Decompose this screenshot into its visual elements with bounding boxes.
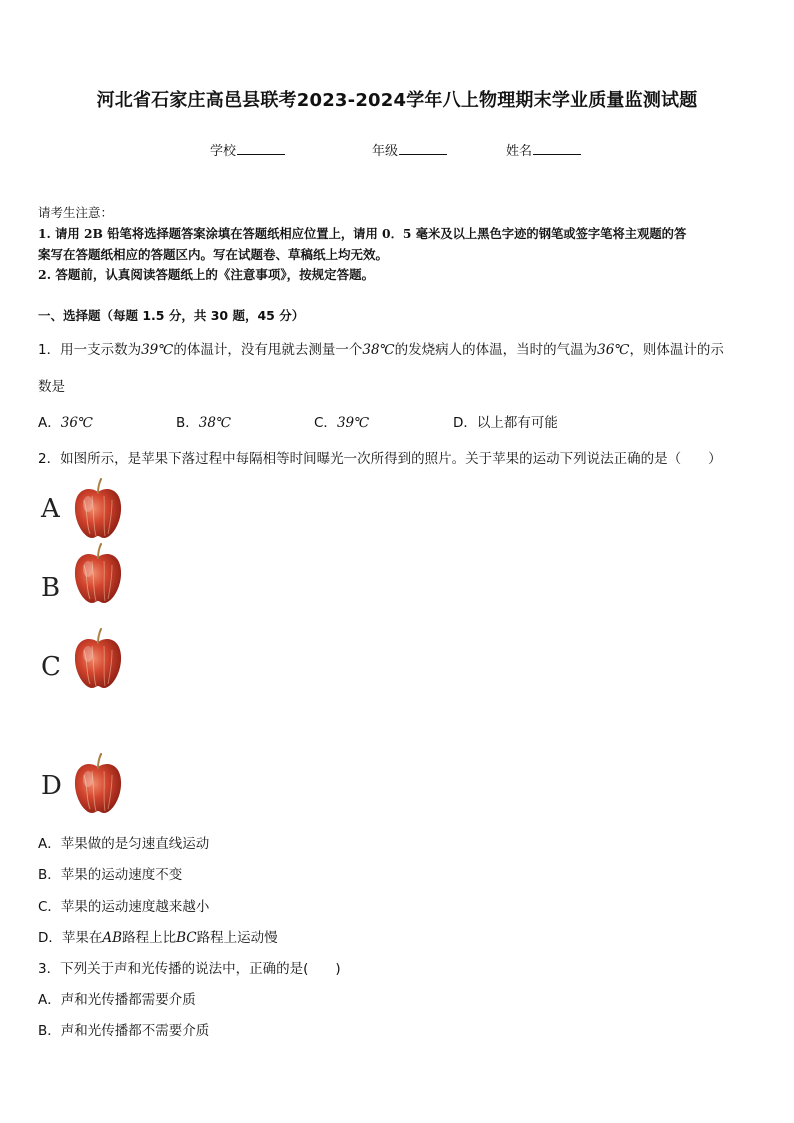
question-2-stem: 2．如图所示，是苹果下落过程中每隔相等时间曝光一次所得到的照片。关于苹果的运动下列说法正确的是（ ） [38, 451, 722, 467]
q2-option-b[interactable]: B．苹果的运动速度不变 [38, 867, 183, 883]
apple-image-a [72, 478, 124, 540]
apple-image-d [72, 753, 124, 815]
figure-label-c: C [41, 652, 61, 682]
segment-ab: AB [102, 930, 123, 946]
q1-option-c[interactable] [314, 411, 369, 431]
school-field[interactable] [210, 140, 285, 159]
question-3-stem: 3．下列关于声和光传播的说法中，正确的是( ) [38, 961, 341, 977]
grade-blank[interactable] [399, 140, 447, 155]
notice-line-2: 2. 答题前，认真阅读答题纸上的《注意事项》，按规定答题。 [38, 267, 375, 282]
section-heading: 一、选择题（每题 1.5 分，共 30 题，45 分） [38, 308, 305, 323]
grade-field[interactable] [372, 140, 447, 159]
apple-image-b [72, 543, 124, 605]
apple-image-c [72, 628, 124, 690]
q2-option-c[interactable]: C．苹果的运动速度越来越小 [38, 899, 210, 915]
q1-part-3: 的发烧病人的体温，当时的气温为 [394, 342, 598, 358]
q1-value-2: 38℃ [362, 342, 395, 358]
q1-part-1: 1．用一支示数为 [38, 342, 142, 358]
figure-label-d: D [41, 771, 62, 801]
q1-option-d[interactable] [453, 411, 558, 431]
option-label: B． [176, 415, 199, 431]
question-1-stem [38, 338, 760, 358]
segment-bc: BC [176, 930, 197, 946]
q1-option-b[interactable] [176, 411, 231, 431]
notice-heading: 请考生注意： [38, 205, 114, 220]
option-text-2: 路程上比 [122, 930, 177, 946]
notice-line-1b: 案写在答题纸相应的答题区内。写在试题卷、草稿纸上均无效。 [38, 247, 389, 262]
option-value: 38℃ [198, 415, 232, 431]
option-text-3: 路程上运动慢 [196, 930, 278, 946]
q1-value-3: 36℃ [597, 342, 630, 358]
option-value: 以上都有可能 [476, 415, 558, 431]
figure-label-b: B [41, 573, 61, 603]
q2-option-a[interactable]: A．苹果做的是匀速直线运动 [38, 836, 210, 852]
q1-option-a[interactable] [38, 411, 93, 431]
q1-part-2: 的体温计，没有甩就去测量一个 [173, 342, 363, 358]
name-blank[interactable] [533, 140, 581, 155]
option-value: 36℃ [60, 415, 94, 431]
option-label: C． [314, 415, 337, 431]
grade-label: 年级 [372, 144, 399, 159]
q3-option-a[interactable]: A．声和光传播都需要介质 [38, 992, 196, 1008]
figure-label-a: A [41, 494, 60, 524]
q2-option-d[interactable] [38, 926, 278, 946]
q1-part-4: ，则体温计的示 [629, 342, 724, 358]
school-label: 学校 [210, 144, 237, 159]
option-label: A． [38, 415, 61, 431]
notice-line-1a: 1. 请用 2B 铅笔将选择题答案涂填在答题纸相应位置上，请用 0．5 毫米及以上黑色字迹的钢笔或签字笔将主观题的答 [38, 226, 687, 241]
school-blank[interactable] [237, 140, 285, 155]
q1-value-1: 39℃ [141, 342, 174, 358]
name-field[interactable] [506, 140, 581, 159]
question-1-stem-line-2: 数是 [38, 379, 65, 395]
page-title: 河北省石家庄高邑县联考2023-2024学年八上物理期末学业质量监测试题 [96, 90, 698, 111]
option-label: D． [453, 415, 477, 431]
option-value: 39℃ [336, 415, 370, 431]
option-text-1: D．苹果在 [38, 930, 103, 946]
name-label: 姓名 [506, 144, 533, 159]
q3-option-b[interactable]: B．声和光传播都不需要介质 [38, 1023, 210, 1039]
